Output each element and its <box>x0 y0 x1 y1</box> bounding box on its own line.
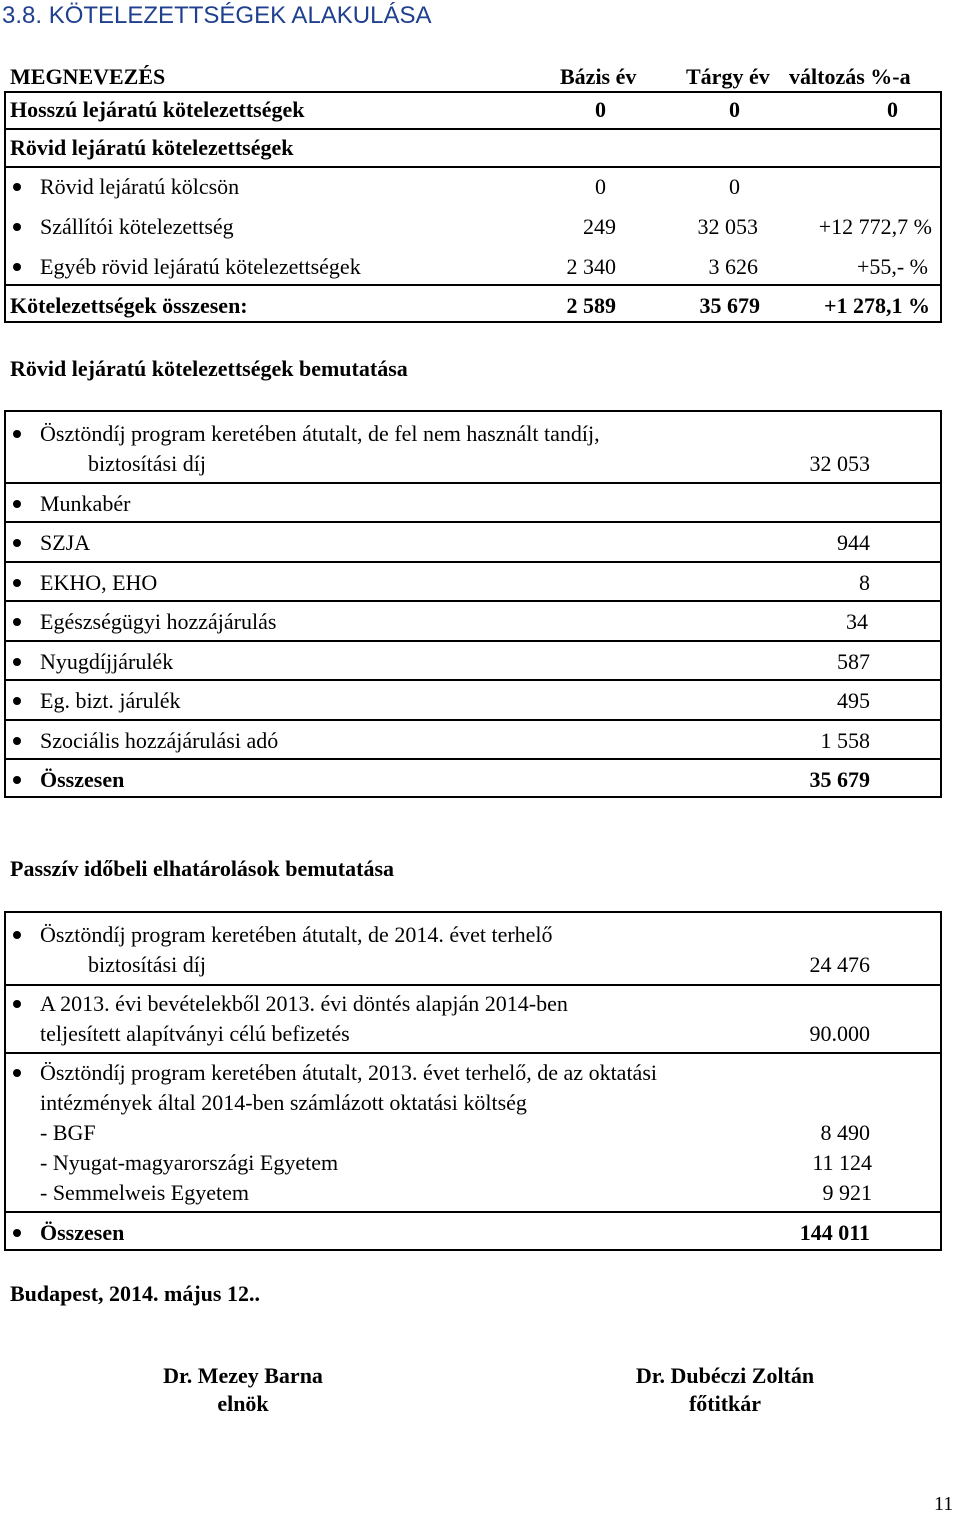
list-item-label: Ösztöndíj program keretében átutalt, 2013. évet terhelő, de az oktatási <box>40 1060 657 1085</box>
list-item-label: Eg. bizt. járulék <box>40 688 181 713</box>
bullet-icon <box>13 183 21 191</box>
table-row-target: 3 626 <box>708 254 758 279</box>
section-title: Rövid lejáratú kötelezettségek bemutatása <box>10 356 408 381</box>
table-row-base: 2 589 <box>566 293 616 318</box>
section-title: Passzív időbeli elhatárolások bemutatása <box>10 856 395 881</box>
sub-item-value: 11 124 <box>812 1150 872 1175</box>
sub-item-label: - Nyugat-magyarországi Egyetem <box>40 1150 339 1175</box>
list-item-label: A 2013. évi bevételekből 2013. évi döntés alapján 2014-ben <box>40 991 568 1016</box>
bullet-icon <box>13 263 21 271</box>
table-row-base: 0 <box>595 174 606 199</box>
list-item-label: Munkabér <box>40 491 131 516</box>
table-row-target: 0 <box>729 97 740 122</box>
list-total-label: Összesen <box>40 767 125 792</box>
sub-item-value: 8 490 <box>820 1120 870 1145</box>
sub-item-label: - BGF <box>40 1120 96 1145</box>
list-total-value: 144 011 <box>799 1220 870 1245</box>
table-row-change: +12 772,7 % <box>818 214 932 239</box>
list-item-value: 34 <box>846 609 868 634</box>
table-row-target: 35 679 <box>699 293 760 318</box>
sub-item-value: 9 921 <box>822 1180 872 1205</box>
list-item-label: biztosítási díj <box>88 451 206 476</box>
table-row-label: Kötelezettségek összesen: <box>10 293 248 318</box>
place-date: Budapest, 2014. május 12.. <box>10 1281 260 1306</box>
list-item-label: intézmények által 2014-ben számlázott oktatási költség <box>40 1090 527 1115</box>
table-row-label: Hosszú lejáratú kötelezettségek <box>10 97 305 122</box>
bullet-icon <box>13 776 21 784</box>
sub-item-label: - Semmelweis Egyetem <box>40 1180 249 1205</box>
col-header-name: MEGNEVEZÉS <box>10 64 166 89</box>
bullet-icon <box>13 1069 21 1077</box>
bullet-icon <box>13 658 21 666</box>
list-item-value: 24 476 <box>809 952 870 977</box>
bullet-icon <box>13 931 21 939</box>
bullet-icon <box>13 539 21 547</box>
table-row-label: Egyéb rövid lejáratú kötelezettségek <box>40 254 361 279</box>
list-item-value: 1 558 <box>820 728 870 753</box>
list-item-value: 90.000 <box>809 1021 870 1046</box>
bullet-icon <box>13 618 21 626</box>
page-number: 11 <box>934 1493 954 1515</box>
bullet-icon <box>13 223 21 231</box>
col-header-base: Bázis év <box>560 64 637 89</box>
signatory-2-title: főtitkár <box>688 1391 762 1416</box>
table-row-change: +55,- % <box>856 254 928 279</box>
list-item-label: Nyugdíjjárulék <box>40 649 174 674</box>
signatory-1-title: elnök <box>217 1391 269 1416</box>
list-item-value: 587 <box>837 649 870 674</box>
list-item-label: biztosítási díj <box>88 952 206 977</box>
bullet-icon <box>13 1000 21 1008</box>
signatory-2-name: Dr. Dubéczi Zoltán <box>635 1363 815 1388</box>
bullet-icon <box>13 737 21 745</box>
table-row-target: 0 <box>729 174 740 199</box>
list-item-label: EKHO, EHO <box>40 570 158 595</box>
table-row-target: 32 053 <box>697 214 758 239</box>
col-header-target: Tárgy év <box>686 64 770 89</box>
signatory-1-name: Dr. Mezey Barna <box>163 1363 323 1388</box>
col-header-change: változás %-a <box>789 64 911 89</box>
liabilities-table <box>4 91 942 323</box>
table-row-base: 2 340 <box>566 254 616 279</box>
list-item-label: Szociális hozzájárulási adó <box>40 728 279 753</box>
bullet-icon <box>13 697 21 705</box>
bullet-icon <box>13 430 21 438</box>
table-row-label: Rövid lejáratú kölcsön <box>40 174 240 199</box>
list-item-label: SZJA <box>40 530 91 555</box>
list-item-label: teljesített alapítványi célú befizetés <box>40 1021 350 1046</box>
bullet-icon <box>13 500 21 508</box>
table-row-base: 249 <box>583 214 616 239</box>
list-item-value: 32 053 <box>809 451 870 476</box>
table-row-label: Szállítói kötelezettség <box>40 214 234 239</box>
list-item-label: Ösztöndíj program keretében átutalt, de fel nem használt tandíj, <box>40 421 600 446</box>
table-row-change: +1 278,1 % <box>823 293 930 318</box>
list-total-label: Összesen <box>40 1220 125 1245</box>
list-item-value: 944 <box>837 530 870 555</box>
bullet-icon <box>13 579 21 587</box>
list-item-value: 495 <box>837 688 870 713</box>
list-item-value: 8 <box>859 570 870 595</box>
list-item-label: Egészségügyi hozzájárulás <box>40 609 277 634</box>
page-heading: 3.8. KÖTELEZETTSÉGEK ALAKULÁSA <box>2 2 432 29</box>
table-row-base: 0 <box>595 97 606 122</box>
table-row-label: Rövid lejáratú kötelezettségek <box>10 135 294 160</box>
list-item-label: Ösztöndíj program keretében átutalt, de 2014. évet terhelő <box>40 922 553 947</box>
bullet-icon <box>13 1229 21 1237</box>
list-total-value: 35 679 <box>809 767 870 792</box>
table-row-change: 0 <box>887 97 898 122</box>
